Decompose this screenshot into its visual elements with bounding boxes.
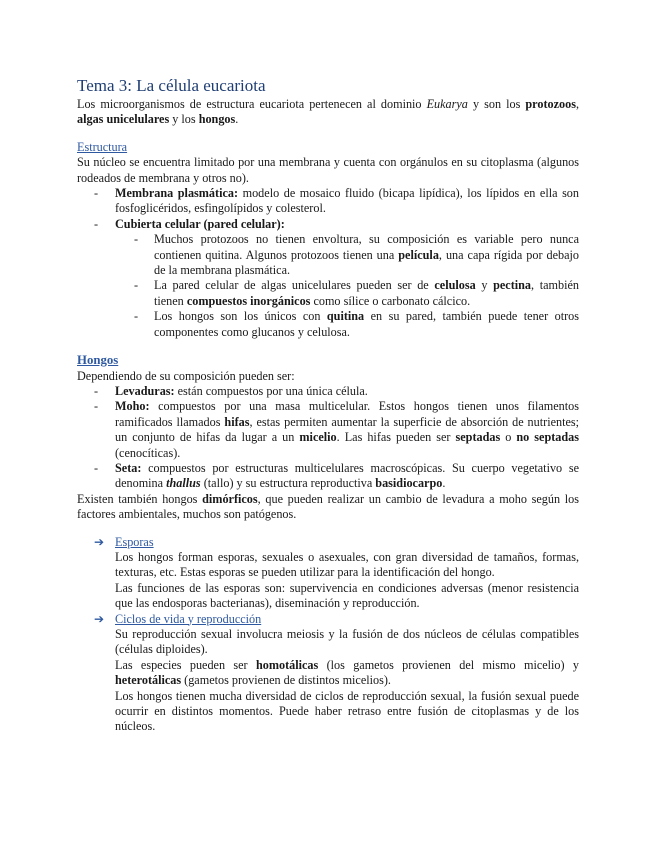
text: . (235, 112, 239, 127)
arrow-right-icon: ➔ (94, 534, 105, 549)
ciclos-paragraph-1: Su reproducción sexual involucra meiosis y la fusión de dos núcleos de células compatibles (células diploides). (115, 627, 579, 657)
text: y son los (467, 97, 526, 111)
term: dimórficos (202, 491, 258, 506)
list-item-seta (77, 461, 579, 492)
text: . Las hifas pueden ser (336, 430, 456, 445)
subsection-list (77, 535, 579, 735)
term-eukarya: Eukarya (426, 97, 468, 111)
text: , una capa rígida por debajo de la membrana plasmática. (154, 247, 579, 278)
sublist-item-hongos (77, 309, 579, 340)
ciclos-paragraph-2 (115, 658, 579, 689)
text: como sílice o carbonato cálcico. (310, 293, 471, 308)
text: y (475, 278, 494, 293)
subsection-ciclos (77, 612, 579, 735)
list-item-membrana (77, 186, 579, 217)
document-content (77, 76, 579, 735)
list-item-moho (77, 399, 579, 461)
esporas-paragraph-2: Las funciones de las esporas son: supervivencia en condiciones adversas (menor resistencia que las endosporas bacterianas), diseminación y reproducción. (115, 580, 579, 611)
section-heading-hongos[interactable]: Hongos (77, 353, 119, 368)
term: homotálicas (255, 657, 319, 672)
text: Muchos protozoos no tienen envoltura, su composición es variable pero nunca contienen quitina. Algunos protozoos tienen una (154, 232, 579, 262)
item-text: modelo de mosaico fluido (bicapa lipídica), los lípidos en ella son fosfoglicéridos, esfingolípidos y colesterol. (115, 186, 579, 216)
term: celulosa (434, 278, 476, 293)
text: Los microorganismos de estructura eucariota pertenecen al dominio (77, 97, 427, 111)
sublist-item-protozoos (77, 232, 579, 278)
text: compuestos por una masa multicelular. Estos hongos tienen unos filamentos ramificados llamados (115, 399, 579, 429)
term-algas: algas unicelulares (77, 112, 170, 127)
term: compuestos inorgánicos (186, 293, 311, 308)
text: , (575, 97, 579, 111)
list-item-cubierta (77, 217, 579, 232)
hongos-intro: Dependiendo de su composición pueden ser: (77, 368, 295, 383)
item-label: Seta: (115, 460, 142, 475)
list-item-levaduras (77, 384, 579, 399)
item-label: Cubierta celular (pared celular): (115, 216, 285, 231)
subsection-esporas (77, 535, 579, 612)
text: (los gametos provienen del mismo micelio) y (318, 657, 579, 672)
item-label: Moho: (115, 399, 150, 414)
term: thallus (166, 476, 201, 491)
arrow-right-icon: ➔ (94, 611, 105, 626)
text: , estas permiten aumentar la superficie de absorción de nutrientes; un conjunto de hifas da lugar a un (115, 414, 580, 445)
page-title: Tema 3: La célula eucariota (77, 76, 266, 95)
subsection-link-ciclos[interactable]: Ciclos de vida y reproducción (115, 611, 262, 626)
ciclos-paragraph-3: Los hongos tienen mucha diversidad de ciclos de reproducción sexual, la fusión sexual puede ocurrir en distintos momentos. Puede haber retraso entre fusión de citoplasmas y de los núcleos. (115, 688, 579, 734)
term-protozoos: protozoos (525, 97, 576, 111)
hongos-list (77, 384, 579, 492)
text: . (442, 476, 446, 491)
text: Existen también hongos (77, 491, 203, 506)
text: (tallo) y su estructura reproductiva (200, 476, 376, 491)
term: pectina (493, 278, 532, 293)
dimorficos-paragraph (77, 492, 579, 523)
intro-paragraph (77, 97, 579, 128)
term: hifas (224, 414, 250, 429)
estructura-paragraph: Su núcleo se encuentra limitado por una membrana y cuenta con orgánulos en su citoplasma (algunos rodeados de membrana y otros no). (77, 155, 579, 185)
text: , que pueden realizar un cambio de levadura a moho según los factores ambientales, muchos son patógenos. (77, 491, 579, 522)
text: , también tienen (154, 278, 579, 308)
term: septadas (455, 430, 501, 445)
text: (gametos provienen de distintos micelios). (181, 673, 391, 688)
estructura-list (77, 186, 579, 232)
item-text: están compuestos por una única célula. (174, 383, 368, 398)
term: película (398, 247, 439, 262)
cubierta-sublist (77, 232, 579, 340)
term: micelio (299, 430, 337, 445)
term: heterotálicas (115, 673, 182, 688)
esporas-paragraph-1: Los hongos forman esporas, sexuales o asexuales, con gran diversidad de tamaños, formas, texturas, etc. Estas esporas se pueden utilizar para la identificación del hongo. (115, 549, 579, 580)
term: quitina (326, 309, 365, 324)
text: (cenocíticas). (115, 445, 181, 460)
text: Las especies pueden ser (115, 657, 256, 672)
term-hongos: hongos (198, 112, 236, 127)
text: y los (169, 112, 199, 127)
text: o (500, 430, 517, 445)
sublist-item-algas (77, 278, 579, 309)
text: La pared celular de algas unicelulares pueden ser de (154, 278, 435, 293)
subsection-link-esporas[interactable]: Esporas (115, 534, 154, 549)
item-label: Levaduras: (115, 383, 175, 398)
term: no septadas (516, 430, 579, 445)
section-heading-estructura[interactable]: Estructura (77, 139, 128, 154)
text: Los hongos son los únicos con (154, 309, 327, 324)
text: compuestos por estructuras multicelulares macroscópicas. Su cuerpo vegetativo se denomina (115, 460, 579, 491)
item-label: Membrana plasmática: (115, 186, 239, 201)
text: en su pared, también puede tener otros componentes como glucanos y celulosa. (154, 309, 579, 339)
term: basidiocarpo (375, 476, 443, 491)
